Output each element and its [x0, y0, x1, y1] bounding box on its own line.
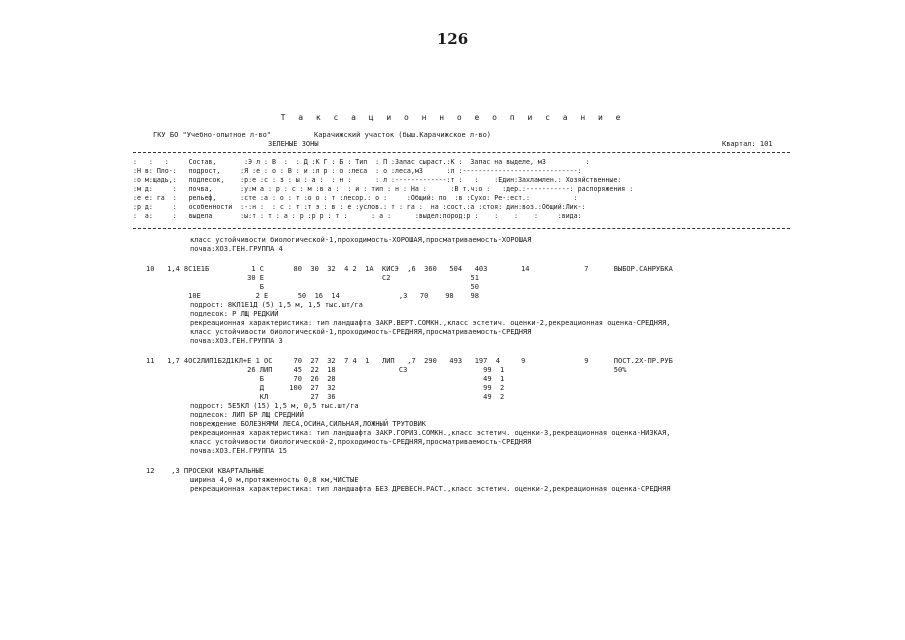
stand-row: Д 100 27 32 99 2: [146, 384, 505, 392]
stand-note: повреждение БОЛЕЗНЯМИ ЛЕСА,ОСИНА,СИЛЬНАЯ,ЛОЖНЫЙ ТРУТОВИК: [190, 420, 427, 428]
stand-note: подрост: 8КЛ1Е1Д (5) 1,5 м, 1,5 тыс.шт/га: [190, 301, 363, 309]
section-name: Карачижский участок (быш.Карачижское л-во): [314, 131, 492, 139]
stand-row: 26 ЛИП 45 22 18 С3 99 1 50%: [146, 366, 627, 374]
column-header-line: :р д: : особенности :-:н : : с : т :т э : в : е :услов.: т : га : на :сост.:а :стоя: дин:воз.:Общий:Лик-:: [133, 203, 586, 211]
stand-row: 10Е 2 Е 50 16 14 ,3 70 98 98: [146, 292, 479, 300]
org-name: ГКУ БО "Учебно-опытное л-во": [153, 131, 272, 139]
stand-note: подлесок: ЛИП БР ЛЩ СРЕДНИЙ: [190, 411, 304, 419]
intro-note: класс устойчивости биологической-1,проходимость-ХОРОШАЯ,просматриваемость-ХОРОШАЯ: [190, 236, 532, 244]
intro-note: почва:ХОЗ.ГЕН.ГРУППА 4: [190, 245, 283, 253]
column-header-line: :м д: : почва, :у:м а : р : с : м :в а : : и : тип : н : На : :В т.ч:о : :дер.:-----------: распоряжения :: [133, 185, 634, 193]
stand-row: КЛ 27 36 49 2: [146, 393, 505, 401]
stand-row: 12 ,3 ПРОСЕКИ КВАРТАЛЬНЫЕ: [146, 467, 265, 475]
stand-note: почва:ХОЗ.ГЕН.ГРУППА 15: [190, 447, 287, 455]
stand-note: подлесок: Р ЛЩ РЕДКИЙ: [190, 310, 279, 318]
stand-note: рекреационная характеристика: тип ландшафта БЕЗ ДРЕВЕСН.РАСТ.,класс эстетич. оценки-2,рекреационная оценка-СРЕДНЯЯ: [190, 485, 671, 493]
stand-row: Б 70 26 28 49 1: [146, 375, 505, 383]
column-header-line: :е е: га : рельеф, :сте :а : о : т :о о : т :лесор.: о : :Общий: по :в :Сухо: Ре-:ест.: :: [133, 194, 578, 202]
header-top-rule: [133, 152, 790, 153]
stand-note: класс устойчивости биологической-2,проходимость-СРЕДНЯЯ,просматриваемость-СРЕДНЯЯ: [190, 438, 532, 446]
column-header-line: :Н в: Пло-: подрост, :Я :е : о : В : и :л р : о :леса : о :леса,м3 :л :-----------------------------:: [133, 167, 582, 175]
stand-note: рекреационная характеристика: тип ландшафта ЗАКР.ГОРИЗ.СОМКН.,класс эстетич. оценки-3,рекреационная оценка-НИЗКАЯ,: [190, 429, 671, 437]
header-bottom-rule: [133, 228, 790, 229]
document-title: Т а к с а ц и о н н о е о п и с а н и е: [280, 113, 625, 122]
zone-name: ЗЕЛЕНЫЕ ЗОНЫ: [268, 140, 319, 148]
stand-row: 30 Е С2 51: [146, 274, 479, 282]
stand-note: ширина 4,0 м,протяженность 0,8 км,ЧИСТЫЕ: [190, 476, 359, 484]
column-header-line: :о м:щадь,: подлесок, :р:е :с : з : ы : а : : н : : л :-------------:т : : :Един:Захламлен.: Хозяйственные:: [133, 176, 622, 184]
stand-row: 10 1,4 8С1Е1Б 1 С 80 30 32 4 2 1А КИСЭ ,6 360 504 403 14 7 ВЫБОР.САНРУБКА: [146, 265, 673, 273]
stand-note: почва:ХОЗ.ГЕН.ГРУППА 3: [190, 337, 283, 345]
stand-note: подрост: 5Е5КЛ (15) 1,5 м, 0,5 тыс.шт/га: [190, 402, 359, 410]
column-header-line: : а: : выдела :ы:т : т : а : р :р р : т : : а : :выдел:пород:р : : : : :вида:: [133, 212, 582, 220]
stand-note: рекреационная характеристика: тип ландшафта ЗАКР.ВЕРТ.СОМКН.,класс эстетич. оценки-2,рекреационная оценка-СРЕДНЯЯ,: [190, 319, 671, 327]
page-number: 126: [436, 30, 469, 48]
stand-row: 11 1,7 4ОС2ЛИП1Б2Д1КЛ+Е 1 ОС 70 27 32 7 4 1 ЛИП ,7 290 493 197 4 9 9 ПОСТ.2Х-ПР.РУБ: [146, 357, 673, 365]
stand-note: класс устойчивости биологической-1,проходимость-СРЕДНЯЯ,просматриваемость-СРЕДНЯЯ: [190, 328, 532, 336]
stand-row: Б 50: [146, 283, 479, 291]
column-header-line: : : : Состав, :Э л : В : : Д :К Г : Б : Тип : П :Запас сыраст.:К : Запас на выделе, м3 :: [133, 158, 590, 166]
quarter-label: Квартал: 101: [722, 140, 773, 148]
